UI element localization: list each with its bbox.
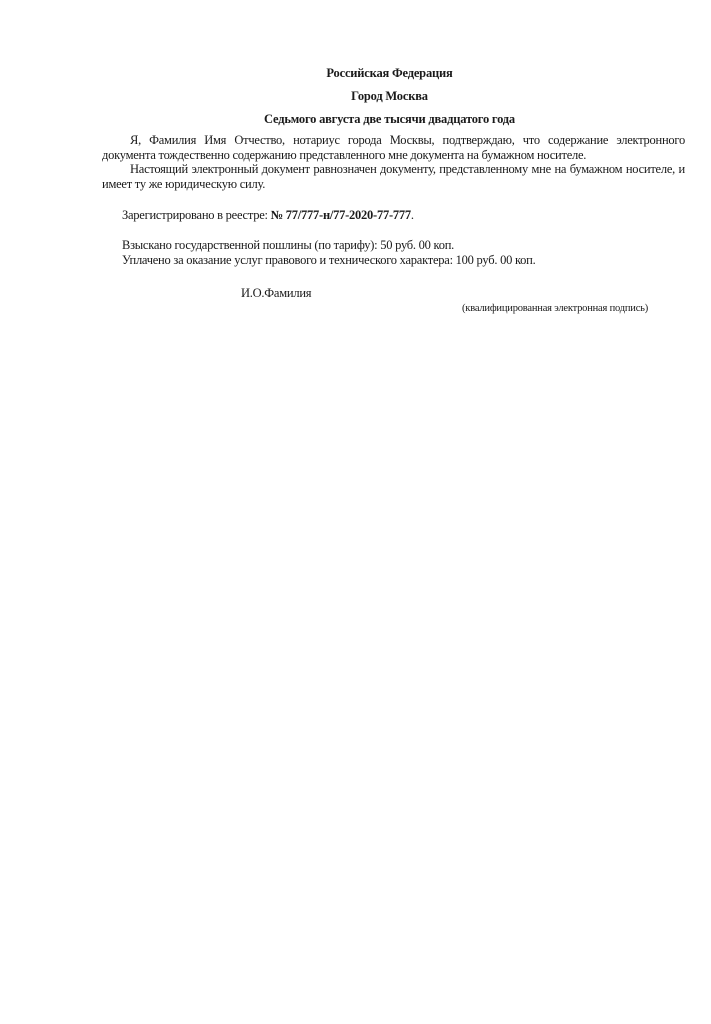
notary-statement-paragraph: Я, Фамилия Имя Отчество, нотариус города Москвы, подтверждаю, что содержание электронного документа тождественно содержанию представленного мне документа на бумажном носителе. [102, 133, 685, 162]
registry-number: № 77/777-н/77-2020-77-777 [270, 208, 411, 222]
city-heading: Город Москва [351, 89, 428, 103]
date-heading: Седьмого августа две тысячи двадцатого года [264, 112, 515, 126]
registry-suffix: . [410, 208, 414, 222]
country-heading: Российская Федерация [326, 66, 453, 80]
signature-note: (квалифицированная электронная подпись) [462, 303, 649, 314]
state-fee-line: Взыскано государственной пошлины (по тарифу): 50 руб. 00 коп. [122, 238, 455, 252]
services-fee-line: Уплачено за оказание услуг правового и технического характера: 100 руб. 00 коп. [122, 253, 536, 267]
registry-line [122, 208, 414, 223]
registry-label: Зарегистрировано в реестре: [122, 208, 271, 222]
signer-name: И.О.Фамилия [241, 286, 312, 300]
equivalence-paragraph: Настоящий электронный документ равнозначен документу, представленному мне на бумажном носителе, и имеет ту же юридическую силу. [102, 162, 685, 191]
